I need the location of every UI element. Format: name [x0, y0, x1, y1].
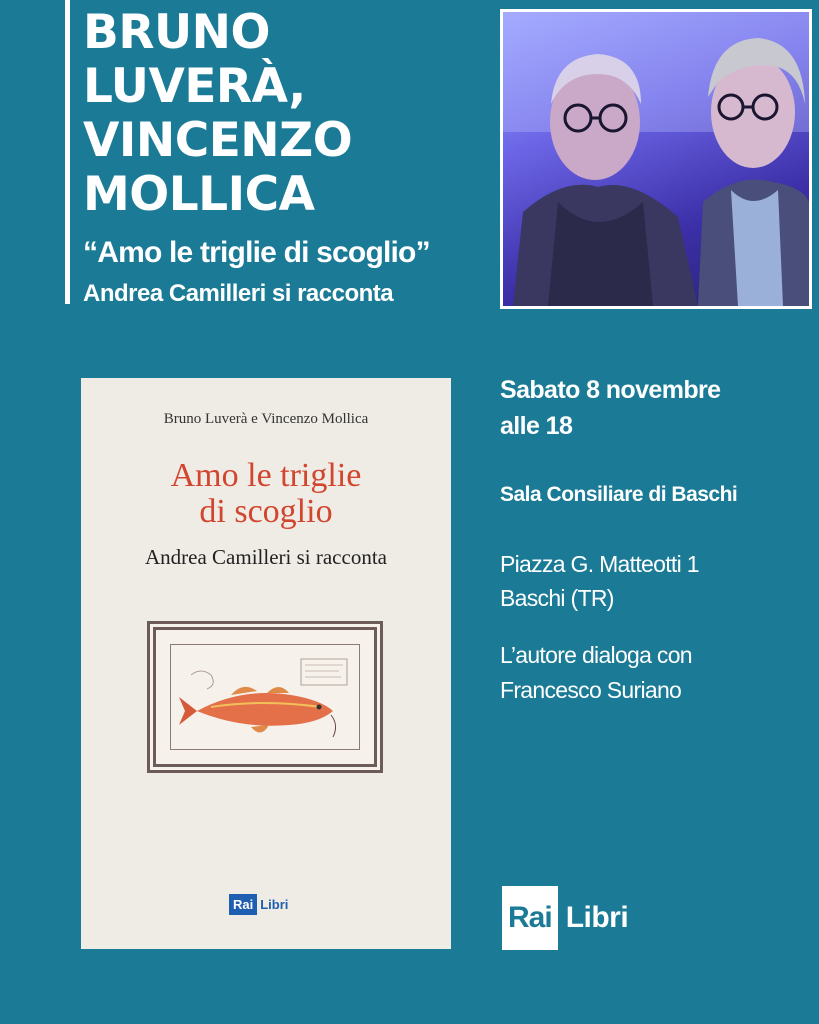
rai-libri-logo: [502, 886, 628, 950]
author-line: VINCENZO: [83, 113, 353, 168]
book-subtitle: Andrea Camilleri si racconta: [83, 280, 394, 307]
address-line: Baschi (TR): [500, 585, 614, 611]
book-title-quote: “Amo le triglie di scoglio”: [83, 236, 430, 269]
dialog-line: Francesco Suriano: [500, 677, 682, 703]
cover-illustration-frame: [147, 621, 383, 773]
logo-libri: Libri: [565, 901, 629, 934]
accent-vertical-line: [65, 0, 70, 304]
dialog-line: L’autore dialoga con: [500, 642, 692, 668]
cover-authors: Bruno Luverà e Vincenzo Mollica: [163, 411, 369, 427]
event-address: [500, 547, 699, 615]
logo-rai: Rai: [502, 886, 558, 950]
author-line: MOLLICA: [83, 167, 315, 222]
cover-logo-rai: Rai: [229, 894, 257, 915]
cover-illustration-inner: [170, 644, 360, 750]
event-date-line: Sabato 8 novembre: [500, 376, 721, 404]
address-line: Piazza G. Matteotti 1: [500, 551, 699, 577]
author-line: BRUNO: [83, 5, 270, 60]
cover-title: [81, 458, 451, 530]
event-time-line: alle 18: [500, 412, 573, 440]
event-venue: Sala Consiliare di Baschi: [500, 483, 738, 506]
cover-subtitle: Andrea Camilleri si racconta: [145, 545, 387, 569]
cover-logo-libri: Libri: [260, 897, 289, 912]
authors-photo: [500, 9, 812, 309]
book-cover: [81, 378, 451, 949]
authors-photo-illustration: [503, 12, 809, 306]
cover-title-line: Amo le triglie: [170, 457, 362, 494]
author-line: LUVERÀ,: [83, 59, 306, 114]
event-date: [500, 372, 720, 444]
authors-heading: [83, 6, 352, 222]
cover-title-line: di scoglio: [199, 493, 333, 530]
event-dialog: [500, 638, 692, 708]
cover-rai-libri-logo: [229, 894, 288, 915]
red-mullet-fish-icon: [171, 645, 359, 749]
